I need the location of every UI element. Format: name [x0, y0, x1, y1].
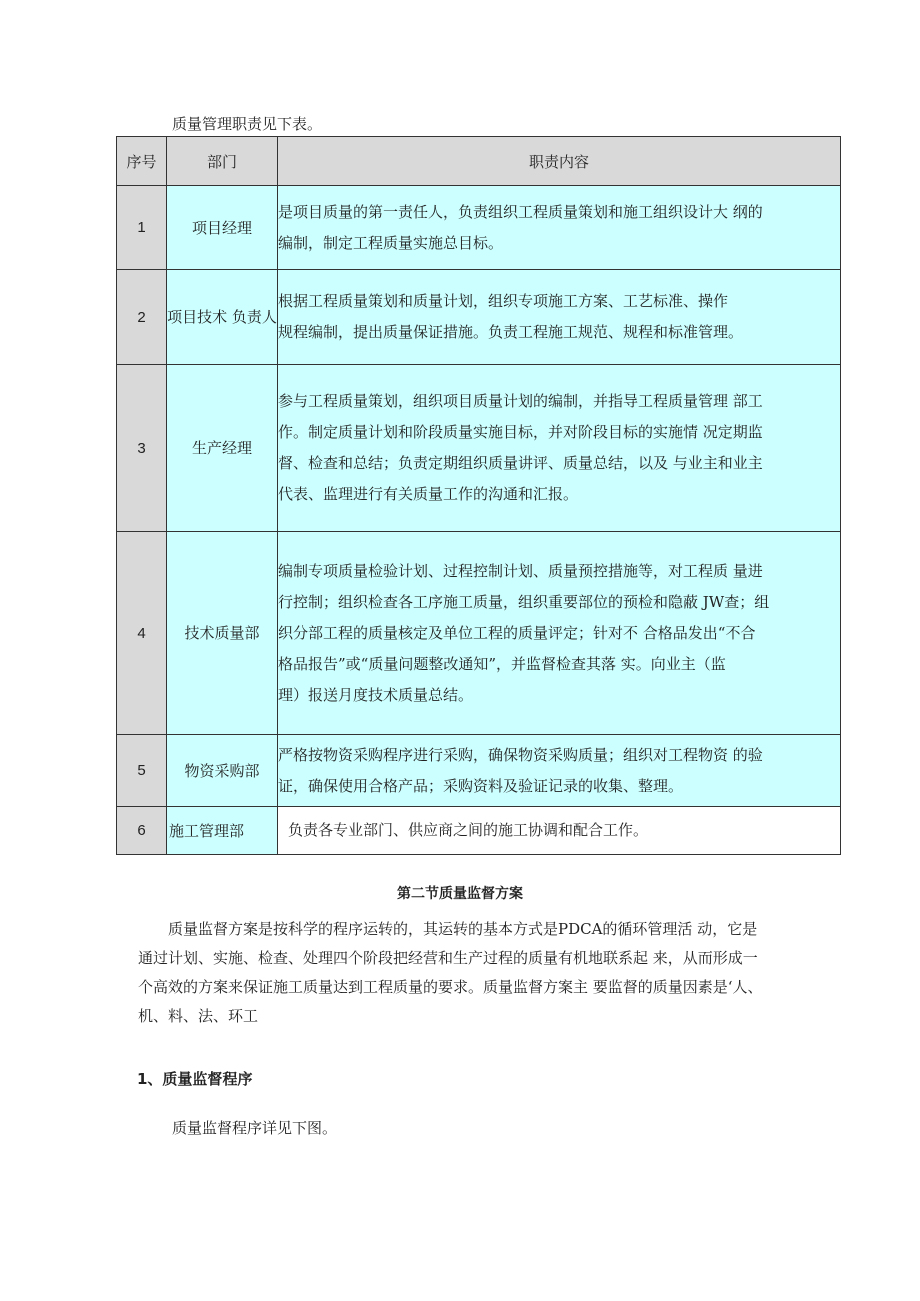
row-dept: 项目经理 — [167, 186, 278, 270]
row-dept: 施工管理部 — [167, 807, 278, 855]
row-duty — [278, 735, 841, 807]
table-row — [117, 186, 841, 270]
duty-line: 证，确保使用合格产品；采购资料及验证记录的收集、整理。 — [278, 776, 684, 795]
figure-note: 质量监督程序详见下图。 — [172, 1119, 338, 1137]
paragraph-line: 个高效的方案来保证施工质量达到工程质量的要求。质量监督方案主 要监督的质量因素是‘人、 — [138, 978, 763, 996]
table-row — [117, 807, 841, 855]
row-no: 4 — [117, 532, 167, 735]
header-no: 序号 — [117, 137, 167, 186]
duty-line: 是项目质量的第一责任人，负责组织工程质量策划和施工组织设计大 纲的 — [278, 202, 763, 221]
duty-line: 代表、监理进行有关质量工作的沟通和汇报。 — [278, 485, 579, 503]
row-no: 2 — [117, 270, 167, 365]
duty-line: 负责各专业部门、供应商之间的施工协调和配合工作。 — [288, 821, 649, 839]
duty-line: 格品报告”或“质量问题整改通知”，并监督检查其落 实。向业主（监 — [278, 654, 726, 673]
duty-line: 织分部工程的质量核定及单位工程的质量评定；针对不 合格品发出“不合 — [278, 623, 756, 642]
paragraph-line: 通过计划、实施、检查、处理四个阶段把经营和生产过程的质量有机地联系起 来，从而形成一 — [138, 949, 758, 967]
duty-line: 根据工程质量策划和质量计划，组织专项施工方案、工艺标准、操作 — [278, 292, 729, 310]
paragraph-line: 机、料、法、环工 — [138, 1007, 259, 1025]
duty-line: 行控制；组织检查各工序施工质量，组织重要部位的预检和隐蔽 JW查；组 — [278, 592, 770, 611]
duty-line: 规程编制，提出质量保证措施。负责工程施工规范、规程和标准管理。 — [278, 323, 744, 341]
duty-line: 作。制定质量计划和阶段质量实施目标，并对阶段目标的实施情 况定期监 — [278, 423, 763, 441]
row-duty — [278, 807, 841, 855]
table-row — [117, 735, 841, 807]
header-duty: 职责内容 — [278, 137, 841, 186]
row-no: 3 — [117, 365, 167, 532]
row-duty — [278, 532, 841, 735]
subheading: 1、质量监督程序 — [137, 1070, 253, 1088]
section-title: 第二节质量监督方案 — [397, 886, 523, 902]
table-row — [117, 270, 841, 365]
intro-text: 质量管理职责见下表。 — [172, 115, 323, 133]
table-row — [117, 365, 841, 532]
duty-line: 参与工程质量策划，组织项目质量计划的编制，并指导工程质量管理 部工 — [278, 392, 763, 410]
row-duty — [278, 186, 841, 270]
paragraph-line: 质量监督方案是按科学的程序运转的，其运转的基本方式是PDCA的循环管理活 动，它是 — [138, 920, 758, 938]
duty-line: 编制，制定工程质量实施总目标。 — [278, 233, 504, 252]
row-dept: 技术质量部 — [167, 532, 278, 735]
responsibility-table — [116, 136, 841, 855]
row-no: 6 — [117, 807, 167, 855]
row-dept: 生产经理 — [167, 365, 278, 532]
duty-line: 理）报送月度技术质量总结。 — [278, 685, 474, 704]
row-no: 1 — [117, 186, 167, 270]
body-paragraph — [138, 915, 840, 1031]
row-no: 5 — [117, 735, 167, 807]
duty-line: 严格按物资采购程序进行采购，确保物资采购质量；组织对工程物资 的验 — [278, 745, 763, 764]
table-header-row — [117, 137, 841, 186]
row-dept: 项目技术 负责人 — [167, 270, 278, 365]
row-duty — [278, 270, 841, 365]
duty-line: 编制专项质量检验计划、过程控制计划、质量预控措施等，对工程质 量进 — [278, 561, 763, 580]
row-dept: 物资采购部 — [167, 735, 278, 807]
row-duty — [278, 365, 841, 532]
table-row — [117, 532, 841, 735]
duty-line: 督、检查和总结；负责定期组织质量讲评、质量总结，以及 与业主和业主 — [278, 454, 763, 472]
header-dept: 部门 — [167, 137, 278, 186]
